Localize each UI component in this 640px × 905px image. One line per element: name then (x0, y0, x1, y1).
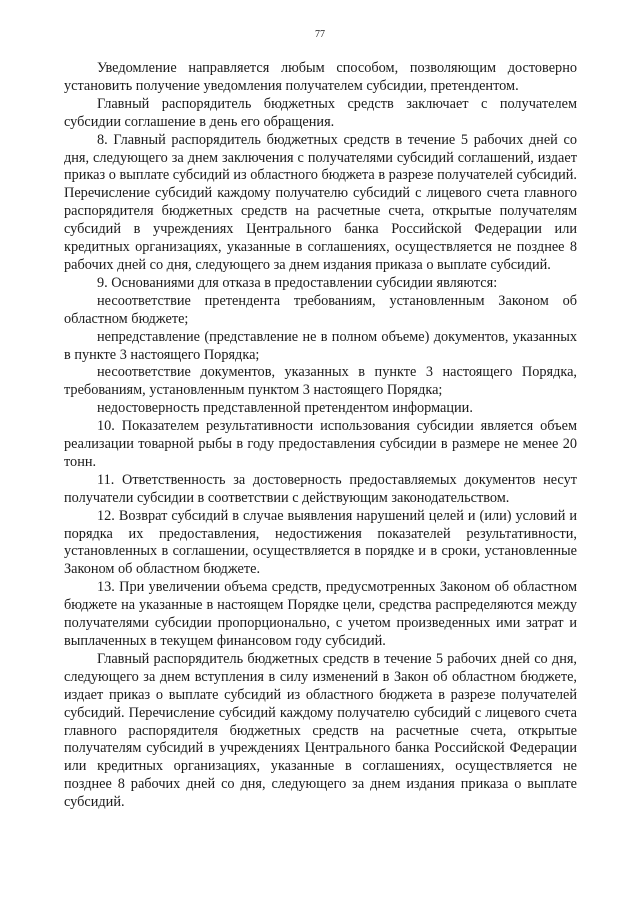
paragraph-item-13: 13. При увеличении объема средств, предусмотренных Законом об областном бюджете на указанные в настоящем Порядке цели, средства распределяются между получателями субсидии пропорционально, с учетом произведенных ими затрат и выплаченных в текущем финансовом году субсидий. (64, 579, 577, 649)
paragraph-refusal-ground-1: несоответствие претендента требованиям, установленным Законом об областном бюджете; (64, 292, 577, 327)
paragraph-refusal-ground-3: несоответствие документов, указанных в пункте 3 настоящего Порядка, требованиям, установленным пунктом 3 настоящего Порядка; (64, 364, 577, 399)
paragraph-refusal-ground-4: недостоверность представленной претендентом информации. (97, 400, 473, 417)
paragraph-payment-order: Главный распорядитель бюджетных средств в течение 5 рабочих дней со дня, следующего за днем вступления в силу изменений в Закон об областном бюджете, издает приказ о выплате субсидий из областного бюджета в разрезе получателей субсидий. Перечисление субсидий каждому получателю субсидий с лицевого счета главного распорядителя бюджетных средств на расчетные счета, открытые получателям субсидий в учреждениях Центрального банка Российской Федерации или кредитных организациях, указанные в соглашениях, осуществляется не позднее 8 рабочих дней со дня, следующего за днем издания приказа о выплате субсидий. (64, 650, 577, 811)
paragraph-item-10: 10. Показателем результативности использования субсидии является объем реализации товарной рыбы в году предоставления субсидии в размере не менее 20 тонн. (64, 418, 577, 470)
paragraph-notification-method: Уведомление направляется любым способом, позволяющим достоверно установить получение уведомления получателем субсидии, претендентом. (64, 60, 577, 94)
paragraph-item-8: 8. Главный распорядитель бюджетных средств в течение 5 рабочих дней со дня, следующего за днем заключения с получателями субсидий соглашений, издает приказ о выплате субсидий из областного бюджета в разрезе получателей субсидий. Перечисление субсидий каждому получателю субсидий с лицевого счета главного распорядителя бюджетных средств на расчетные счета, открытые получателям субсидий в учреждениях Центрального банка Российской Федерации или кредитных организациях, указанные в соглашениях, осуществляется не позднее 8 рабочих дней со дня, следующего за днем издания приказа о выплате субсидий. (64, 131, 577, 273)
paragraph-refusal-ground-2: непредставление (представление не в полном объеме) документов, указанных в пункте 3 настоящего Порядка; (64, 328, 577, 363)
document-body (64, 60, 577, 812)
paragraph-item-11: 11. Ответственность за достоверность предоставляемых документов несут получатели субсидии в соответствии с действующим законодательством. (64, 471, 577, 506)
paragraph-agreement-conclusion: Главный распорядитель бюджетных средств заключает с получателем субсидии соглашение в день его обращения. (64, 95, 577, 130)
paragraph-item-12: 12. Возврат субсидий в случае выявления нарушений целей и (или) условий и порядка их предоставления, недостижения показателей результативности, установленных в соглашении, осуществляется в порядке и в сроки, установленные Законом об областном бюджете. (64, 507, 577, 578)
paragraph-item-9: 9. Основаниями для отказа в предоставлении субсидии являются: (97, 274, 498, 291)
page-number: 77 (315, 29, 325, 40)
